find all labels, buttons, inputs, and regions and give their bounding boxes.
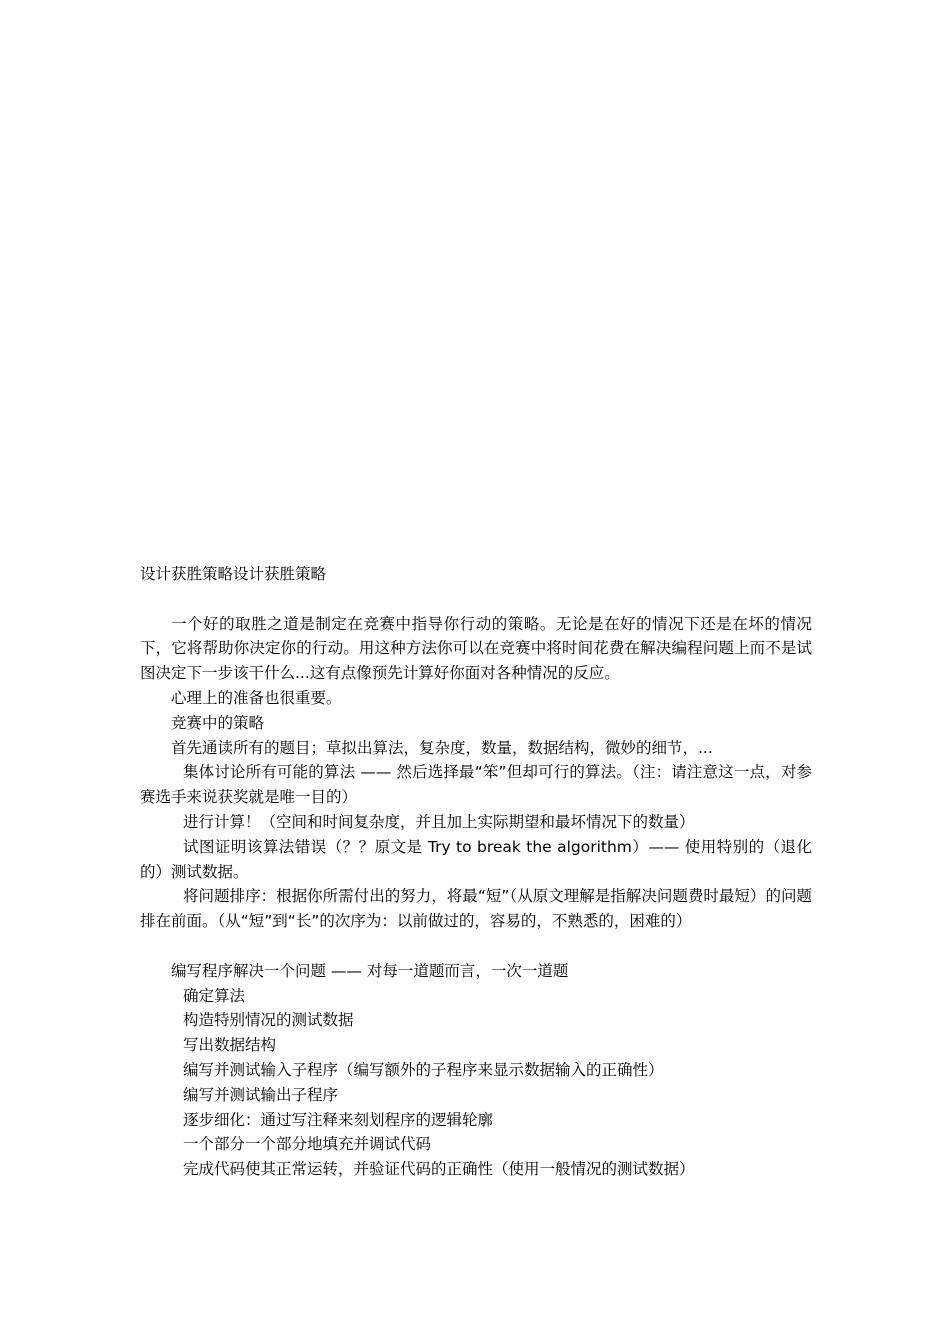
- document-body: [140, 562, 812, 1182]
- coding-step: 一个部分一个部分地填充并调试代码: [183, 1135, 432, 1154]
- strategy-heading: 竞赛中的策略: [171, 713, 265, 732]
- document-title: 设计获胜策略设计获胜策略: [140, 565, 327, 583]
- strategy-item-read-all: 首先通读所有的题目；草拟出算法，复杂度，数量，数据结构，微妙的细节，...: [171, 738, 713, 757]
- blank-line: [140, 587, 812, 612]
- coding-step: 编写并测试输入子程序（编写额外的子程序来显示数据输入的正确性）: [183, 1060, 664, 1079]
- coding-step: 逐步细化：通过写注释来刻划程序的逻辑轮廓: [183, 1110, 494, 1129]
- strategy-item-brainstorm: 集体讨论所有可能的算法 —— 然后选择最“笨”但却可行的算法。（注：请注意这一点，对参赛选手来说获奖就是唯一目的）: [140, 763, 812, 807]
- coding-step: 写出数据结构: [183, 1036, 277, 1055]
- psych-line: 心理上的准备也很重要。: [171, 688, 342, 707]
- blank-line: [140, 934, 812, 959]
- intro-paragraph: 一个好的取胜之道是制定在竞赛中指导你行动的策略。无论是在好的情况下还是在坏的情况下，它将帮助你决定你的行动。用这种方法你可以在竞赛中将时间花费在解决编程问题上而不是试图决定下一步该干什么...这有点像预先计算好你面对各种情况的反应。: [140, 614, 812, 683]
- coding-step: 构造特别情况的测试数据: [183, 1011, 354, 1030]
- strategy-item-calculate: 进行计算！（空间和时间复杂度，并且加上实际期望和最坏情况下的数量）: [183, 812, 695, 831]
- coding-step: 编写并测试输出子程序: [183, 1085, 339, 1104]
- coding-step: 确定算法: [183, 986, 246, 1005]
- strategy-item-break-algorithm: 试图证明该算法错误（？？原文是 Try to break the algorithm）—— 使用特别的（退化的）测试数据。: [140, 837, 812, 881]
- coding-step: 完成代码使其正常运转，并验证代码的正确性（使用一般情况的测试数据）: [183, 1160, 695, 1179]
- strategy-item-order-problems: 将问题排序：根据你所需付出的努力，将最“短”（从原文理解是指解决问题费时最短）的问题排在前面。（从“短”到“长”的次序为：以前做过的，容易的，不熟悉的，困难的）: [140, 887, 812, 931]
- coding-heading: 编写程序解决一个问题 —— 对每一道题而言，一次一道题: [171, 961, 569, 980]
